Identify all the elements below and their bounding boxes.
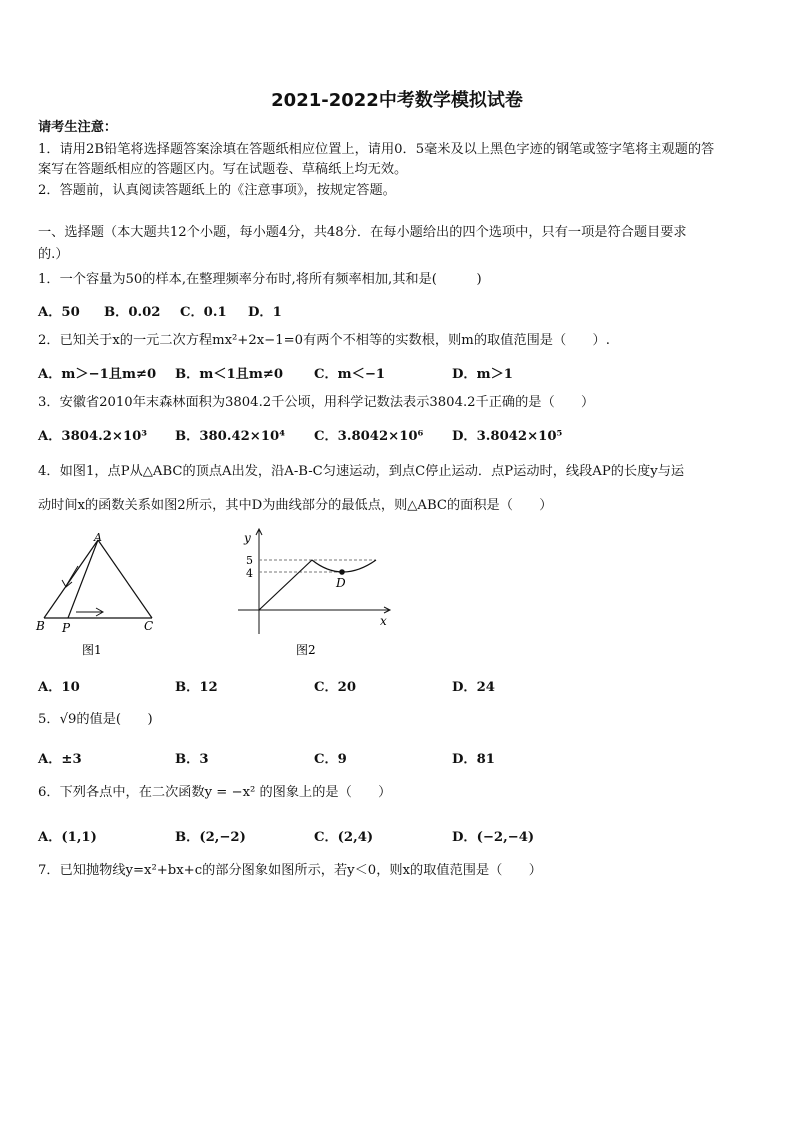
question-6-option-d: D．(−2,−4) [452,830,535,845]
label-d: D [336,576,346,590]
question-4-option-d: D．24 [452,680,495,695]
question-2-option-a: A．m＞−1且m≠0 [38,367,157,382]
figure-2-graph [230,524,400,660]
point-d [339,569,345,575]
label-x: x [380,614,387,628]
question-2-stem: 2．已知关于x的一元二次方程mx²+2x−1=0有两个不相等的实数根，则m的取值范围是（ ）. [38,333,610,348]
notice-item-1-line-1: 1．请用2B铅笔将选择题答案涂填在答题纸相应位置上，请用0．5毫米及以上黑色字迹的钢笔或签字笔将主观题的答 [38,142,715,157]
question-2-option-c: C．m＜−1 [314,367,386,382]
triangle-side-ab [44,540,98,618]
figure-1-triangle [30,530,170,660]
question-3-option-c: C．3.8042×10⁶ [314,429,424,444]
question-2-option-d: D．m＞1 [452,367,513,382]
question-4-option-c: C．20 [314,680,357,695]
figure-1-caption: 图1 [82,643,102,657]
question-5-option-a: A．±3 [38,752,82,767]
tick-label-4: 4 [246,567,253,580]
question-3-option-d: D．3.8042×10⁵ [452,429,563,444]
label-b: B [36,619,45,633]
question-1-option-a: A．50 [38,305,80,320]
section-1-heading-line-2: 的.） [38,247,69,262]
question-5-option-d: D．81 [452,752,495,767]
notice-heading: 请考生注意： [38,120,118,135]
question-1-stem: 1．一个容量为50的样本,在整理频率分布时,将所有频率相加,其和是( ) [38,272,482,287]
question-2-option-b: B．m＜1且m≠0 [175,367,284,382]
label-p: P [62,621,71,635]
section-1-heading-line-1: 一、选择题（本大题共12个小题，每小题4分，共48分．在每小题给出的四个选项中，只有一项是符合题目要求 [38,225,687,240]
question-3-stem: 3．安徽省2010年末森林面积为3804.2千公顷，用科学记数法表示3804.2千正确的是（ ） [38,395,595,410]
question-5-option-c: C．9 [314,752,347,767]
label-c: C [144,619,154,633]
label-a: A [94,531,102,544]
figure-2-caption: 图2 [296,643,316,657]
question-3-option-b: B．380.42×10⁴ [175,429,285,444]
segment-ap [68,540,98,618]
question-5-stem: 5．√9的值是( ) [38,712,153,727]
label-y: y [244,531,251,545]
page-title: 2021-2022中考数学模拟试卷 [271,90,523,111]
question-6-option-c: C．(2,4) [314,830,374,845]
graph-linear-part [259,560,312,610]
question-1-option-b: B．0.02 [104,305,161,320]
question-4-option-b: B．12 [175,680,218,695]
notice-item-1-line-2: 案写在答题纸相应的答题区内。写在试题卷、草稿纸上均无效。 [38,162,408,177]
question-7-stem: 7．已知抛物线y=x²+bx+c的部分图象如图所示，若y＜0，则x的取值范围是（ ） [38,863,542,878]
question-5-option-b: B．3 [175,752,209,767]
question-4-option-a: A．10 [38,680,80,695]
question-4-stem-line-2: 动时间x的函数关系如图2所示，其中D为曲线部分的最低点，则△ABC的面积是（ ） [38,498,553,513]
question-6-option-a: A．(1,1) [38,830,97,845]
question-1-option-d: D．1 [248,305,282,320]
triangle-side-ac [98,540,152,618]
tick-label-5: 5 [246,554,253,567]
question-3-option-a: A．3804.2×10³ [38,429,148,444]
question-4-stem-line-1: 4．如图1，点P从△ABC的顶点A出发，沿A-B-C匀速运动，到点C停止运动．点P运动时，线段AP的长度y与运 [38,464,685,479]
notice-item-2: 2．答题前，认真阅读答题纸上的《注意事项》，按规定答题。 [38,183,396,198]
arrow-a-to-b [66,566,78,586]
question-6-stem: 6．下列各点中，在二次函数y = −x² 的图象上的是（ ） [38,785,392,800]
question-1-option-c: C．0.1 [180,305,227,320]
question-6-option-b: B．(2,−2) [175,830,246,845]
